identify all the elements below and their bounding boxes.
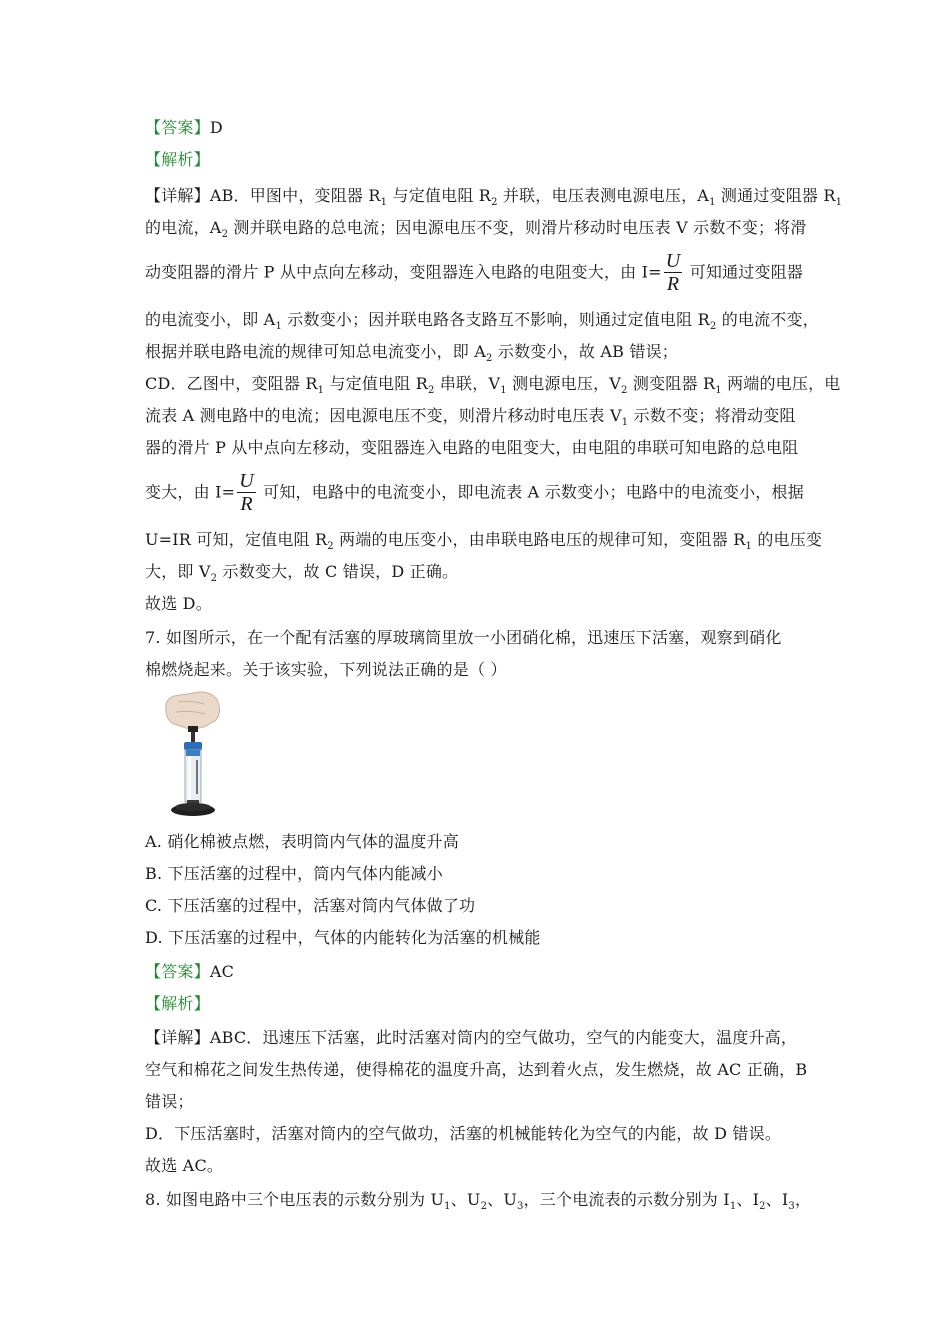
q6-detail-line-10: U=IR 可知，定值电阻 $R_2$ 两端的电压变小，由串联电路电压的规律可知，变阻器 $R_1$ 的电压变 [145,530,823,552]
answer-tag: 【答案】 [145,118,210,137]
q6-conclusion: 故选 D。 [145,594,212,613]
q6-detail-line-8: 器的滑片 P 从中点向左移动，变阻器连入电路的电阻变大，由电阻的串联可知电路的总电阻 [145,438,799,457]
q6-answer-line [145,118,223,138]
q7-conclusion: 故选 AC。 [145,1156,224,1175]
q6-detail-line-9: 变大，由 I= $\frac{U}{R}$ 可知，电路中的电流变小，即电流表 A 示数变小；电路中的电流变小，根据 [145,470,804,515]
q6-detail-line-4: 的电流变小，即 $A_1$ 示数变小；因并联电路各支路互不影响，则通过定值电阻 $R_2$ 的电流不变， [145,310,819,332]
answer-value: D [209,118,223,137]
q6-detail-line-5: 根据并联电路电流的规律可知总电流变小，即 $A_2$ 示数变小，故 AB 错误； [145,342,678,364]
piston-rod [191,732,195,742]
q6-detail-line-7: 流表 A 测电路中的电流；因电源电压不变，则滑片移动时电压表 $V_1$ 示数不变；将滑动变阻 [145,406,796,428]
q7-analysis-tag: 【解析】 [145,994,210,1013]
q6-detail-line-3: 动变阻器的滑片 P 从中点向左移动，变阻器连入电路的电阻变大，由 I= $\frac{U}{R}$ 可知通过变阻器 [145,250,804,295]
q6-detail-line-1: 【详解】AB．甲图中，变阻器 $R_1$ 与定值电阻 $R_2$ 并联，电压表测电源电压，$A_1$ 测通过变阻器 $R_1$ [145,186,843,208]
glass-tube [185,750,201,802]
piston-cylinder-figure [160,690,226,820]
q7-detail-line-1: 【详解】ABC．迅速压下活塞，此时活塞对筒内的空气做功，空气的内能变大，温度升高， [145,1028,798,1047]
q6-detail-line-6: CD．乙图中，变阻器 $R_1$ 与定值电阻 $R_2$ 串联，$V_1$ 测电源电压，$V_2$ 测变阻器 $R_1$ 两端的电压，电 [145,374,841,396]
q7-detail-line-3: 错误； [145,1092,194,1111]
answer-value: AC [209,962,235,981]
q7-detail-line-2: 空气和棉花之间发生热传递，使得棉花的温度升高，达到着火点，发生燃烧，故 AC 正确，B [145,1060,808,1079]
q7-stem-line-2: 棉燃烧起来。关于该实验，下列说法正确的是（ ） [145,660,507,679]
q7-option-d: D. 下压活塞的过程中，气体的内能转化为活塞的机械能 [145,928,541,947]
q7-option-a: A. 硝化棉被点燃，表明筒内气体的温度升高 [145,832,459,851]
q8-stem-line-1: 8. 如图电路中三个电压表的示数分别为 $U_1$、$U_2$、$U_3$，三个电流表的示数分别为 $I_1$、$I_2$、$I_3$， [145,1190,812,1212]
q7-detail-line-4: D．下压活塞时，活塞对筒内的空气做功，活塞的机械能转化为空气的内能，故 D 错误。 [145,1124,782,1143]
hand-icon [166,692,220,729]
cylinder-cap [184,742,202,750]
q7-stem-line-1: 7. 如图所示，在一个配有活塞的厚玻璃筒里放一小团硝化棉，迅速压下活塞，观察到硝化 [145,628,782,647]
fraction-u-over-r: $\frac{U}{R}$ [239,470,254,515]
piston-cylinder-illustration [160,690,226,820]
fraction-u-over-r: $\frac{U}{R}$ [665,250,681,295]
q7-answer-line: 【答案】AC [145,962,235,981]
q7-option-b: B. 下压活塞的过程中，筒内气体内能减小 [145,864,443,883]
piston-handle [188,726,198,732]
q6-analysis-tag: 【解析】 [145,150,210,169]
q7-option-c: C. 下压活塞的过程中，活塞对筒内气体做了功 [145,896,476,915]
q6-detail-line-11: 大，即 $V_2$ 示数变大，故 C 错误，D 正确。 [145,562,459,584]
q6-detail-line-2: 的电流，$A_2$ 测并联电路的总电流；因电源电压不变，则滑片移动时电压表 V 示数不变；将滑 [145,218,807,240]
